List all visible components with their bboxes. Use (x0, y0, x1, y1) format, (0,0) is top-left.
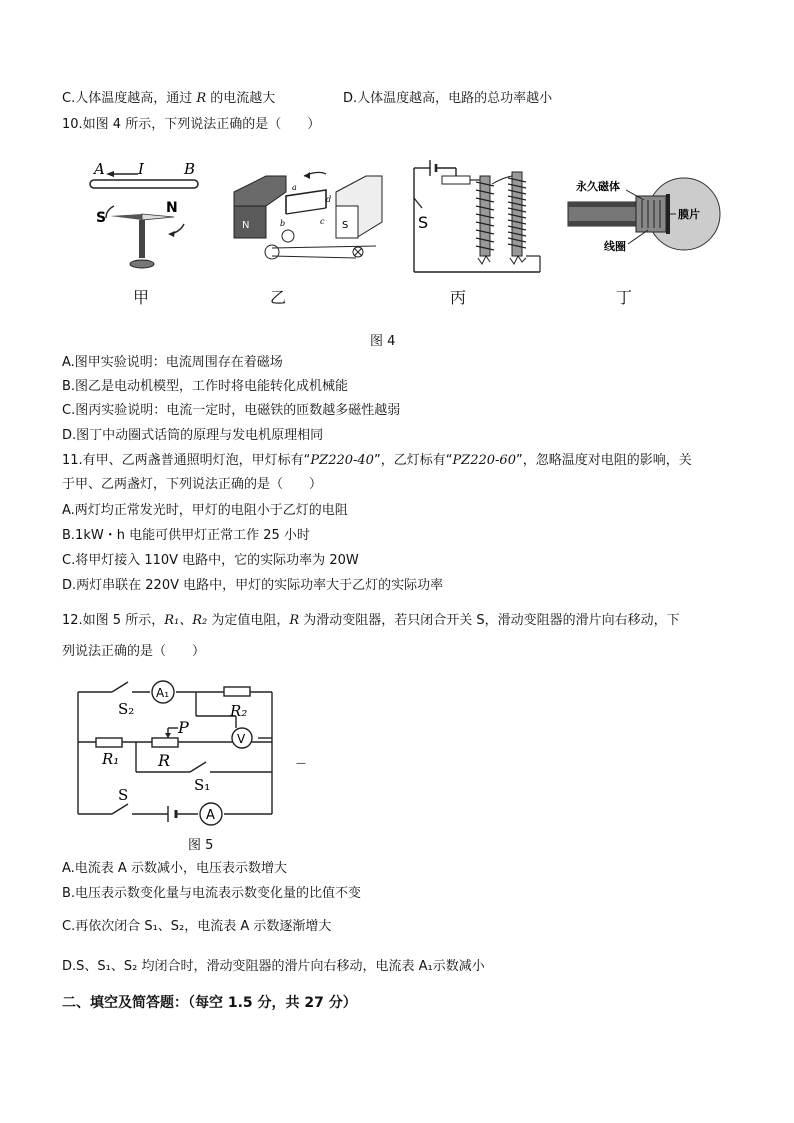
figure-5-stray-mark: — (296, 758, 306, 769)
q12-option-d: D.S、S₁、S₂ 均闭合时，滑动变阻器的滑片向右移动，电流表 A₁示数减小 (62, 959, 485, 974)
q9-option-c-var: R (196, 91, 207, 106)
figure-5-caption: 图 5 (188, 838, 214, 853)
section-2-heading: 二、填空及简答题：（每空 1.5 分，共 27 分） (62, 995, 357, 1011)
fig5-label-R2: R₂ (230, 702, 248, 720)
q11-option-d: D.两灯串联在 220V 电路中，甲灯的实际功率大于乙灯的实际功率 (62, 578, 444, 593)
q11-stem-line1 (62, 452, 692, 470)
figure-4-bing (408, 150, 548, 275)
fig4-label-yi: 乙 (270, 288, 287, 307)
fig4-coil-b: b (280, 219, 286, 228)
q12-rheostat: R (289, 613, 300, 628)
q12-stem-line2: 列说法正确的是（ ） (62, 644, 206, 659)
q12-stem-text2: 为定值电阻， (207, 613, 290, 628)
fig5-label-S: S (118, 786, 129, 804)
q10-option-c: C.图丙实验说明：电流一定时，电磁铁的匝数越多磁性越弱 (62, 403, 401, 418)
fig4-label-N: N (166, 200, 178, 216)
fig4-magnet-text: 永久磁体 (576, 180, 620, 193)
fig4-coil-a: a (292, 183, 297, 192)
q11-option-b: B.1kW・h 电能可供甲灯正常工作 25 小时 (62, 528, 310, 543)
q11-option-a: A.两灯均正常发光时，甲灯的电阻小于乙灯的电阻 (62, 503, 348, 518)
fig4-coil-c: c (320, 217, 325, 226)
q12-option-a: A.电流表 A 示数减小，电压表示数增大 (62, 861, 287, 876)
fig4-label-A: A (94, 160, 105, 178)
q9-option-d: D.人体温度越高，电路的总功率越小 (343, 91, 553, 106)
fig4-label-S: S (96, 210, 107, 226)
q9-option-c-text: C.人体温度越高，通过 (62, 91, 197, 106)
fig4-switch-S: S (418, 213, 429, 232)
figure-4-ding (562, 172, 732, 277)
fig5-label-S1: S₁ (194, 776, 211, 794)
q11-stem-text2: ”，乙灯标有“ (373, 453, 453, 468)
q9-option-c-text2: 的电流越大 (206, 91, 276, 106)
fig4-magnet-N: N (242, 220, 250, 231)
q12-stem-text3: 为滑动变阻器，若只闭合开关 S，滑动变阻器的滑片向右移动，下 (299, 613, 680, 628)
q11-stem-text: 11.有甲、乙两盏普通照明灯泡，甲灯标有“ (62, 453, 311, 468)
q11-stem-line2: 于甲、乙两盏灯，下列说法正确的是（ ） (62, 477, 323, 492)
fig5-label-V: V (237, 732, 246, 746)
q12-option-b: B.电压表示数变化量与电流表示数变化量的比值不变 (62, 886, 362, 901)
q12-resistors: R₁、R₂ (164, 613, 208, 628)
figure-4-jia (80, 160, 210, 275)
fig4-coil-d: d (326, 195, 332, 204)
fig5-label-S2: S₂ (118, 700, 135, 718)
q11-rating-yi: PZ220-60 (452, 453, 516, 468)
q10-stem: 10.如图 4 所示，下列说法正确的是（ ） (62, 117, 321, 132)
q12-stem-line1 (62, 612, 680, 630)
fig4-label-ding: 丁 (616, 288, 633, 307)
q10-option-d: D.图丁中动圈式话筒的原理与发电机原理相同 (62, 428, 324, 443)
fig4-diaphragm-text: 膜片 (678, 208, 700, 221)
q12-option-c: C.再依次闭合 S₁、S₂，电流表 A 示数逐渐增大 (62, 919, 332, 934)
fig5-label-R1: R₁ (102, 750, 120, 768)
q11-option-c: C.将甲灯接入 110V 电路中，它的实际功率为 20W (62, 553, 359, 568)
fig4-label-bing: 丙 (450, 288, 467, 307)
fig5-label-P: P (178, 718, 189, 737)
fig4-coil-text: 线圈 (604, 240, 626, 253)
fig4-magnet-S: S (342, 220, 349, 231)
fig5-label-A: A (206, 808, 215, 823)
q11-stem-text3: ”，忽略温度对电阻的影响，关 (515, 453, 692, 468)
fig4-label-B: B (184, 160, 196, 178)
q10-option-a: A.图甲实验说明：电流周围存在着磁场 (62, 355, 283, 370)
q10-option-b: B.图乙是电动机模型，工作时将电能转化成机械能 (62, 379, 349, 394)
q11-rating-jia: PZ220-40 (310, 453, 374, 468)
q12-stem-text: 12.如图 5 所示， (62, 613, 165, 628)
figure-4-caption: 图 4 (370, 334, 396, 349)
fig4-label-jia: 甲 (133, 288, 150, 307)
figure-4-yi (226, 162, 396, 272)
fig4-label-I: I (138, 160, 144, 178)
figure-5-circuit (72, 676, 302, 826)
q9-option-c (62, 90, 275, 108)
fig5-label-A1: A₁ (156, 686, 170, 700)
fig5-label-R: R (158, 751, 171, 770)
